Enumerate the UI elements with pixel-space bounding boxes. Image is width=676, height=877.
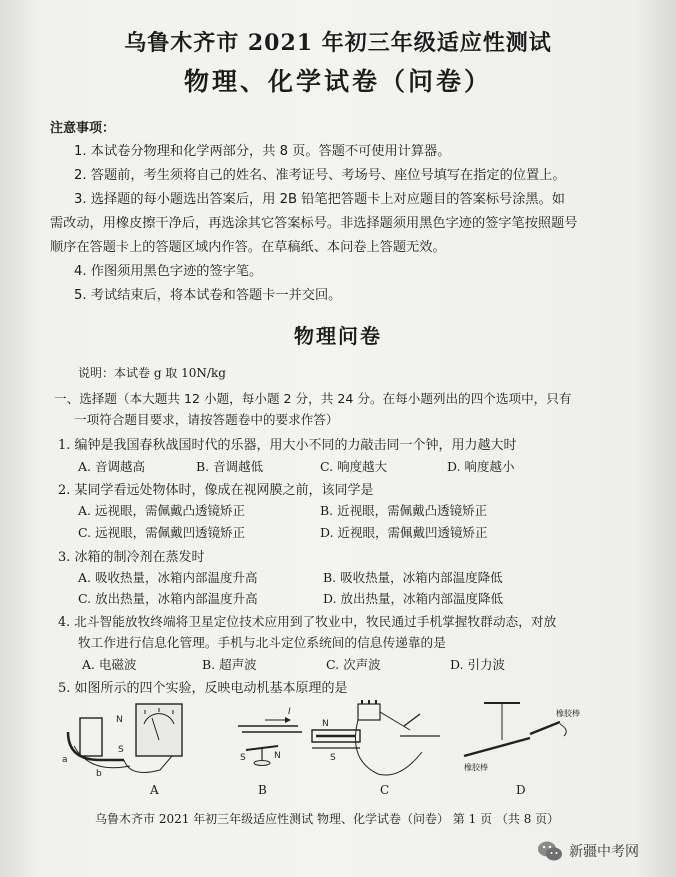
question-5-stem: 5. 如图所示的四个实验，反映电动机基本原理的是 <box>58 681 348 696</box>
figure-c-motor-setup <box>312 700 440 775</box>
figure-label-c: C <box>380 783 390 797</box>
question-2-option-c: C. 远视眼，需佩戴凹透镜矫正 <box>78 525 246 540</box>
question-4-option-a: A. 电磁波 <box>82 657 137 672</box>
question-2-option-d: D. 近视眼，需佩戴凹透镜矫正 <box>320 525 488 540</box>
exam-subtitle: 物理、化学试卷（问卷） <box>183 67 492 96</box>
figure-label-a: A <box>150 783 159 797</box>
notice-item-3-cont1: 需改动，用橡皮擦干净后，再选涂其它答案标号。非选择题须用黑色字迹的签字笔按照题号 <box>50 216 578 231</box>
question-4-option-b: B. 超声波 <box>202 657 257 672</box>
watermark <box>537 840 639 862</box>
notice-item-5: 5. 考试结束后，将本试卷和答题卡一并交回。 <box>74 288 342 303</box>
question-2-option-b: B. 近视眼，需佩戴凸透镜矫正 <box>320 503 488 518</box>
wechat-icon <box>537 840 563 862</box>
question-3-option-b: B. 吸收热量，冰箱内部温度降低 <box>323 570 503 585</box>
notice-item-3: 3. 选择题的每小题选出答案后，用 2B 铅笔把答题卡上对应题目的答案标号涂黑。如 <box>74 192 565 207</box>
question-4-option-d: D. 引力波 <box>450 657 506 672</box>
part1-instructions-line2: 一项符合题目要求，请按答题卷中的要求作答） <box>74 412 339 427</box>
svg-text:S: S <box>330 753 336 763</box>
figure-label-b: B <box>258 783 267 797</box>
figure-d-charged-rods <box>464 703 580 772</box>
svg-text:S: S <box>118 745 124 755</box>
page-footer: 乌鲁木齐市 2021 年初三年级适应性测试 物理、化学试卷（问卷） 第 1 页 （共 8 页） <box>95 812 560 826</box>
question-5-figures <box>60 700 620 800</box>
question-1-option-a: A. 音调越高 <box>78 459 145 474</box>
question-2-stem: 2. 某同学看远处物体时，像成在视网膜之前，该同学是 <box>58 483 374 498</box>
question-4-stem-line2: 牧工作进行信息化管理。手机与北斗定位系统间的信息传递靠的是 <box>78 635 446 650</box>
notice-item-1: 1. 本试卷分物理和化学两部分，共 8 页。答题不可使用计算器。 <box>74 144 451 159</box>
question-4-option-c: C. 次声波 <box>326 657 381 672</box>
svg-text:S: S <box>240 753 246 763</box>
exam-title: 乌鲁木齐市 2021 年初三年级适应性测试 <box>124 30 552 56</box>
section-note: 说明：本试卷 g 取 10N/kg <box>78 366 226 380</box>
section-title: 物理问卷 <box>294 324 382 348</box>
question-3-stem: 3. 冰箱的制冷剂在蒸发时 <box>58 550 205 565</box>
svg-text:I: I <box>288 707 291 717</box>
figure-b-oersted-setup <box>238 707 302 766</box>
svg-text:橡胶棒: 橡胶棒 <box>464 763 488 772</box>
question-1-stem: 1. 编钟是我国春秋战国时代的乐器，用大小不同的力敲击同一个钟，用力越大时 <box>58 438 517 453</box>
part1-instructions-line1: 一、选择题（本大题共 12 小题，每小题 2 分，共 24 分。在每小题列出的四个选项中，只有 <box>54 391 572 406</box>
svg-text:N: N <box>116 715 123 725</box>
question-4-stem-line1: 4. 北斗智能放牧终端将卫星定位技术应用到了牧业中，牧民通过手机掌握牧群动态，对放 <box>58 614 557 629</box>
notice-item-4: 4. 作图须用黑色字迹的签字笔。 <box>74 264 263 279</box>
svg-text:N: N <box>322 719 329 729</box>
svg-text:橡胶棒: 橡胶棒 <box>556 709 580 718</box>
svg-text:a: a <box>62 755 68 765</box>
figure-a-galvanometer-setup <box>62 704 182 779</box>
question-1-option-c: C. 响度越大 <box>320 459 388 474</box>
question-3-option-d: D. 放出热量，冰箱内部温度降低 <box>323 591 504 606</box>
question-1-option-b: B. 音调越低 <box>196 459 264 474</box>
question-1-option-d: D. 响度越小 <box>447 459 515 474</box>
svg-text:N: N <box>274 751 281 761</box>
notice-item-2: 2. 答题前，考生须将自己的姓名、准考证号、考场号、座位号填写在指定的位置上。 <box>74 168 566 183</box>
question-2-option-a: A. 远视眼，需佩戴凸透镜矫正 <box>78 503 245 518</box>
question-3-option-c: C. 放出热量，冰箱内部温度升高 <box>78 591 258 606</box>
notice-item-3-cont2: 顺序在答题卡上的答题区域内作答。在草稿纸、本问卷上答题无效。 <box>50 240 446 255</box>
svg-text:b: b <box>96 769 102 779</box>
question-3-option-a: A. 吸收热量，冰箱内部温度升高 <box>78 570 258 585</box>
figure-label-d: D <box>516 783 526 797</box>
notice-heading: 注意事项： <box>50 121 116 136</box>
watermark-text: 新疆中考网 <box>569 844 639 860</box>
